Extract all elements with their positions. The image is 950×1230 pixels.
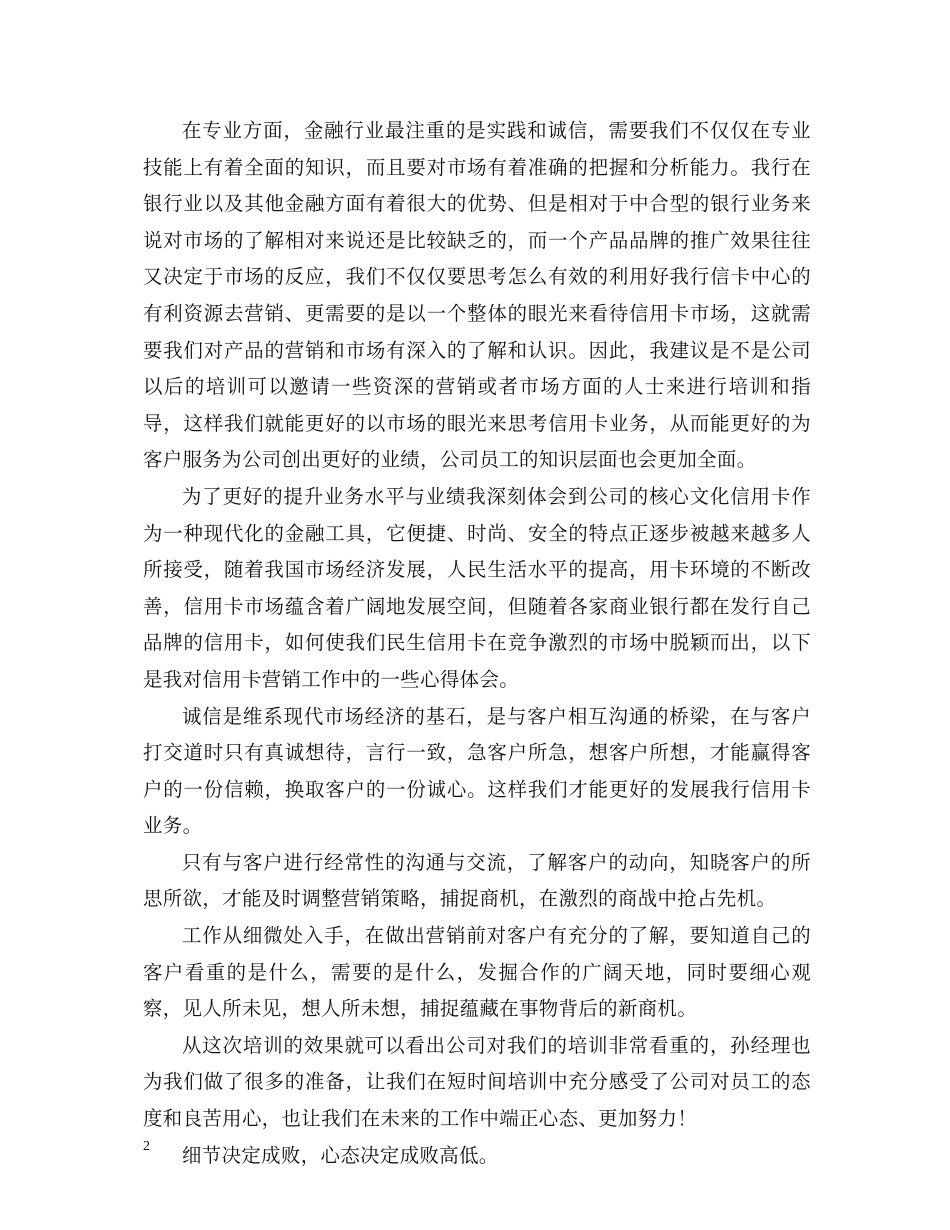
document-body xyxy=(143,113,811,1174)
paragraph-communication: 只有与客户进行经常性的沟通与交流，了解客户的动向，知晓客户的所思所欲，才能及时调整营销策略，捕捉商机，在激烈的商战中抢占先机。 xyxy=(143,850,811,911)
paragraph-details: 工作从细微处入手，在做出营销前对客户有充分的了解，要知道自己的客户看重的是什么，需要的是什么，发掘合作的广阔天地，同时要细心观察，见人所未见，想人所未想，捕捉蕴藏在事物背后的新商机。 xyxy=(143,924,811,1021)
page-number: 2 xyxy=(143,1139,150,1154)
paragraph-training-effect: 从这次培训的效果就可以看出公司对我们的培训非常看重的，孙经理也为我们做了很多的准备，让我们在短时间培训中充分感受了公司对员工的态度和良苦用心，也让我们在未来的工作中端正心态、更加努力！ xyxy=(143,1033,811,1131)
paragraph-professional-aspect: 在专业方面，金融行业最注重的是实践和诚信，需要我们不仅仅在专业技能上有着全面的知识，而且要对市场有着准确的把握和分析能力。我行在银行业以及其他金融方面有着很大的优势、但是相对于中合型的银行业务来说对市场的了解相对来说还是比较缺乏的，而一个产品品牌的推广效果往往又决定于市场的反应，我们不仅仅要思考怎么有效的利用好我行信卡中心的有利资源去营销、更需要的是以一个整体的眼光来看待信用卡市场，这就需要我们对产品的营销和市场有深入的了解和认识。因此，我建议是不是公司以后的培训可以邀请一些资深的营销或者市场方面的人士来进行培训和指导，这样我们就能更好的以市场的眼光来思考信用卡业务，从而能更好的为客户服务为公司创出更好的业绩，公司员工的知识层面也会更加全面。 xyxy=(143,119,811,472)
paragraph-integrity: 诚信是维系现代市场经济的基石，是与客户相互沟通的桥梁，在与客户打交道时只有真诚想待，言行一致，急客户所急，想客户所想，才能赢得客户的一份信赖，换取客户的一份诚心。这样我们才能更好的发展我行信用卡业务。 xyxy=(143,704,811,838)
paragraph-conclusion: 细节决定成败，心态决定成败高低。 xyxy=(182,1143,499,1167)
paragraph-credit-card-culture: 为了更好的提升业务水平与业绩我深刻体会到公司的核心文化信用卡作为一种现代化的金融工具，它便捷、时尚、安全的特点正逐步被越来越多人所接受，随着我国市场经济发展，人民生活水平的提高，用卡环境的不断改善，信用卡市场蕴含着广阔地发展空间，但随着各家商业银行都在发行自己品牌的信用卡，如何使我们民生信用卡在竞争激烈的市场中脱颖而出，以下是我对信用卡营销工作中的一些心得体会。 xyxy=(143,484,811,691)
